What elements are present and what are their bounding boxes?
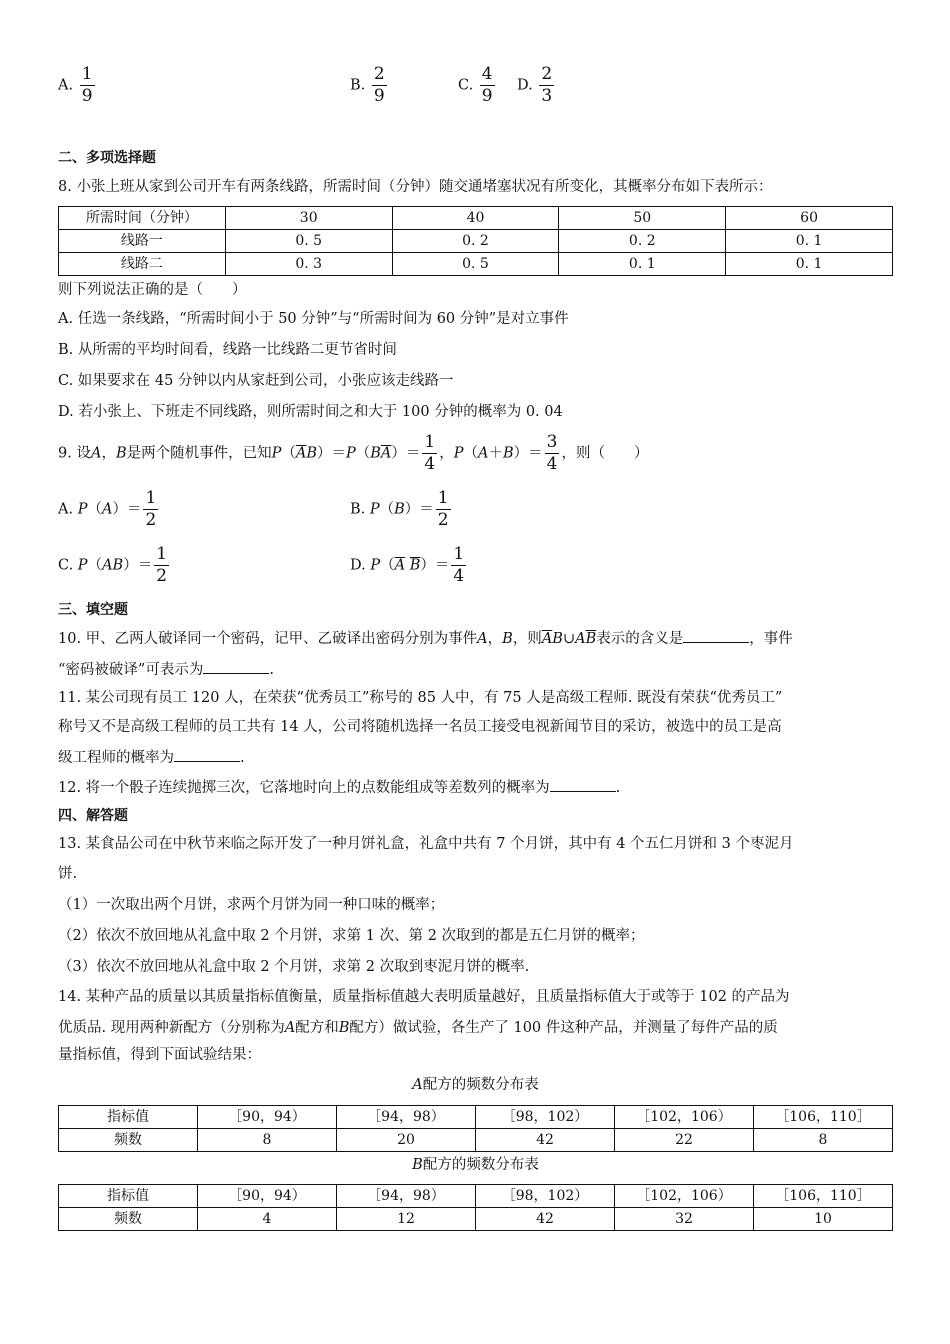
q7-option-b: B. $\frac{2}{9}$ — [350, 64, 385, 106]
fraction: $\frac{2}{3}$ — [541, 64, 553, 106]
q7-option-d: D. $\frac{2}{3}$ — [517, 64, 553, 106]
table-header-row: 指标值 ［90，94） ［94，98） ［98，102） ［102，106） ［106，110］ — [59, 1106, 893, 1129]
q13-line2: 饼. — [58, 866, 78, 882]
section-heading: 四、解答题 — [58, 808, 128, 824]
q13-part1: （1）一次取出两个月饼，求两个月饼为同一种口味的概率； — [58, 897, 445, 913]
fraction: $\frac{3}{4}$ — [546, 432, 558, 474]
fraction: $\frac{1}{2}$ — [156, 544, 168, 586]
q13-part3: （3）依次不放回地从礼盒中取 2 个月饼，求第 2 次取到枣泥月饼的概率. — [58, 959, 530, 975]
q14-line1: 14. 某种产品的质量以其质量指标值衡量，质量指标值越大表明质量越好，且质量指标值大于或等于 102 的产品为 — [58, 989, 790, 1005]
q11-line1: 11. 某公司现有员工 120 人，在荣获“优秀员工”称号的 85 人中，有 75 人是高级工程师. 既没有荣获“优秀员工” — [58, 690, 783, 706]
q9-stem: 9. 设A，B是两个随机事件，已知$P(\overline{A}B)=P(B\overline{A})=$ $\frac{1}{4}$ ，P（A＋B）＝ $\frac{3}{4}$ ，则（ ） — [58, 432, 649, 474]
q11-line3: 级工程师的概率为 . — [58, 746, 245, 767]
q14-line2: 优质品. 现用两种新配方（分别称为A配方和B配方）做试验，各生产了 100 件这种产品，并测量了每件产品的质 — [58, 1020, 778, 1036]
table-header-row: 所需时间（分钟） 30 40 50 60 — [59, 207, 893, 230]
fraction: $\frac{1}{2}$ — [437, 488, 449, 530]
q9-option-c: C. P（AB）＝ $\frac{1}{2}$ — [58, 544, 168, 586]
answer-blank[interactable] — [174, 747, 240, 762]
q8-option-d: D. 若小张上、下班走不同线路，则所需时间之和大于 100 分钟的概率为 0. 04 — [58, 404, 563, 420]
answer-blank[interactable] — [550, 777, 616, 792]
table-header-row: 指标值 ［90，94） ［94，98） ［98，102） ［102，106） ［106，110］ — [59, 1185, 893, 1208]
q9-option-d: D. $P(\overline{A}$ $\overline{B})=$ $\frac{1}{4}$ — [350, 544, 465, 586]
q13-line1: 13. 某食品公司在中秋节来临之际开发了一种月饼礼盒，礼盒中共有 7 个月饼，其中有 4 个五仁月饼和 3 个枣泥月 — [58, 836, 794, 852]
table-caption-a: A配方的频数分布表 — [412, 1077, 539, 1093]
q8-option-b: B. 从所需的平均时间看，线路一比线路二更节省时间 — [58, 342, 397, 358]
table-caption-b: B配方的频数分布表 — [412, 1157, 539, 1173]
table-row: 线路二 0. 3 0. 5 0. 1 0. 1 — [59, 253, 893, 276]
fraction: $\frac{1}{4}$ — [424, 432, 436, 474]
q9-option-a: A. P（A）＝ $\frac{1}{2}$ — [58, 488, 157, 530]
answer-blank[interactable] — [683, 628, 749, 643]
q12: 12. 将一个骰子连续抛掷三次，它落地时向上的点数能组成等差数列的概率为 . — [58, 776, 620, 797]
q8-option-a: A. 任选一条线路，“所需时间小于 50 分钟”与“所需时间为 60 分钟”是对立事件 — [58, 311, 569, 327]
q8-question: 则下列说法正确的是（ ） — [58, 282, 247, 298]
q7-option-a: A. $\frac{1}{9}$ — [58, 64, 93, 106]
q13-part2: （2）依次不放回地从礼盒中取 2 个月饼，求第 1 次、第 2 次取到的都是五仁月饼的概率； — [58, 928, 645, 944]
q7-option-c: C. $\frac{4}{9}$ — [458, 64, 493, 106]
q8-probability-table — [58, 206, 893, 276]
formula-b-frequency-table — [58, 1184, 893, 1231]
q8-stem: 8. 小张上班从家到公司开车有两条线路，所需时间（分钟）随交通堵塞状况有所变化，其概率分布如下表所示： — [58, 179, 773, 195]
q8-option-c: C. 如果要求在 45 分钟以内从家赶到公司，小张应该走线路一 — [58, 373, 454, 389]
section-heading: 二、多项选择题 — [58, 150, 156, 166]
fraction: $\frac{1}{9}$ — [81, 64, 93, 106]
answer-blank[interactable] — [203, 659, 269, 674]
section-heading: 三、填空题 — [58, 602, 128, 618]
q9-option-b: B. P（B）＝ $\frac{1}{2}$ — [350, 488, 449, 530]
fraction: $\frac{1}{4}$ — [453, 544, 465, 586]
fraction: $\frac{2}{9}$ — [373, 64, 385, 106]
q11-line2: 称号又不是高级工程师的员工共有 14 人，公司将随机选择一名员工接受电视新闻节目的采访，被选中的员工是高 — [58, 719, 782, 735]
q14-line3: 量指标值，得到下面试验结果： — [58, 1047, 261, 1063]
table-row: 频数 8 20 42 22 8 — [59, 1129, 893, 1152]
q10-line1: 10. 甲、乙两人破译同一个密码，记甲、乙破译出密码分别为事件A，B，则$\overline{A}B\cup A\overline{B}$表示的含义是 ，事件 — [58, 627, 793, 648]
fraction: $\frac{1}{2}$ — [145, 488, 157, 530]
q10-line2: “密码被破译”可表示为 . — [58, 658, 274, 679]
table-row: 频数 4 12 42 32 10 — [59, 1208, 893, 1231]
formula-a-frequency-table — [58, 1105, 893, 1152]
fraction: $\frac{4}{9}$ — [481, 64, 493, 106]
table-row: 线路一 0. 5 0. 2 0. 2 0. 1 — [59, 230, 893, 253]
